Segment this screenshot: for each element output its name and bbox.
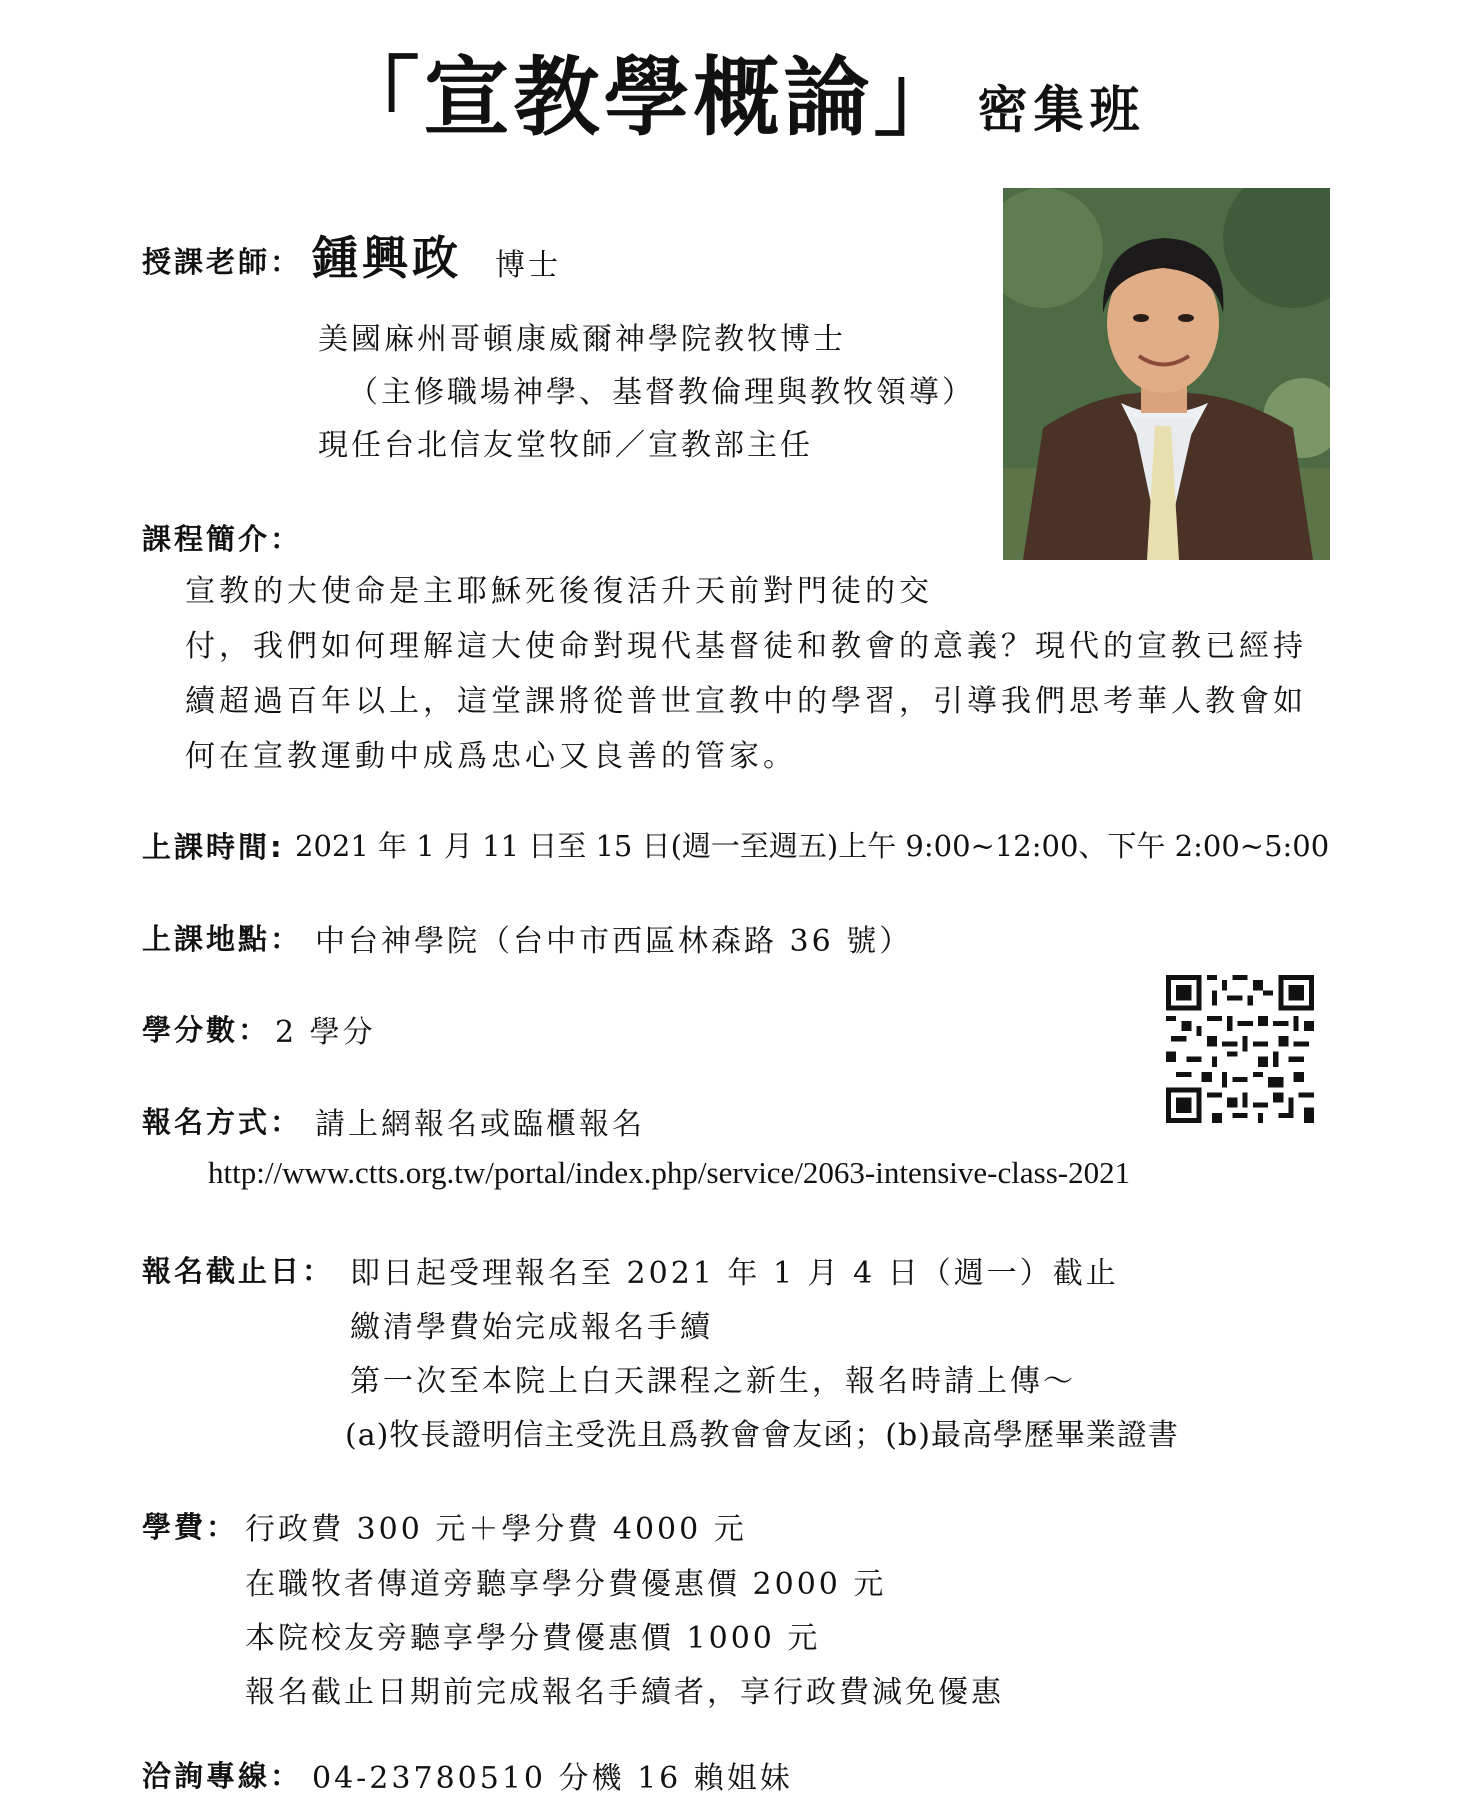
deadline-line: (a)牧長證明信主受洗且爲教會會友函；(b)最高學歷畢業證書 (345, 1418, 1179, 1453)
deadline-label: 報名截止日： (142, 1254, 335, 1288)
fees-line: 本院校友旁聽享學分費優惠價 1000 元 (245, 1621, 821, 1656)
schedule-value: 2021 年 1 月 11 日至 15 日(週一至週五)上午 9:00~12:00、下午 2:00~5:00 (295, 829, 1330, 863)
deadline-line: 即日起受理報名至 2021 年 1 月 4 日（週一）截止 (350, 1256, 1119, 1291)
schedule-label: 上課時間: (142, 830, 285, 864)
teacher-bio-line: 現任台北信友堂牧師／宣教部主任 (318, 428, 813, 463)
teacher-label: 授課老師： (142, 245, 303, 279)
teacher-bio-line: （主修職場神學、基督教倫理與教牧領導） (348, 375, 975, 410)
teacher-degree: 博士 (495, 248, 561, 283)
contact-value: 04-23780510 分機 16 賴姐妹 (312, 1761, 793, 1796)
credits-label: 學分數： (142, 1013, 271, 1047)
teacher-photo (1003, 188, 1330, 560)
intro-line: 宣教的大使命是主耶穌死後復活升天前對門徒的交 (185, 574, 933, 609)
fees-line: 行政費 300 元＋學分費 4000 元 (245, 1512, 747, 1547)
intro-label: 課程簡介： (142, 522, 303, 556)
registration-label: 報名方式： (142, 1105, 303, 1139)
page-title (0, 28, 1479, 152)
contact-label: 洽詢專線： (142, 1759, 303, 1793)
fees-line: 報名截止日期前完成報名手續者，享行政費減免優惠 (245, 1675, 1004, 1710)
teacher-name: 鍾興政 (312, 231, 462, 285)
credits-value: 2 學分 (275, 1015, 376, 1050)
intro-line: 何在宣教運動中成爲忠心又良善的管家。 (185, 739, 797, 774)
teacher-bio-line: 美國麻州哥頓康威爾神學院教牧博士 (318, 322, 846, 357)
intro-text (185, 564, 1335, 784)
registration-link[interactable]: http://www.ctts.org.tw/portal/index.php/service/2063-intensive-class-2021 (208, 1155, 1131, 1190)
registration-value: 請上網報名或臨櫃報名 (315, 1107, 645, 1142)
fees-line: 在職牧者傳道旁聽享學分費優惠價 2000 元 (245, 1567, 887, 1602)
title-suffix: 密集班 (977, 81, 1146, 139)
location-value: 中台神學院（台中市西區林森路 36 號） (315, 924, 913, 959)
qr-code-graphic (1166, 975, 1314, 1123)
intro-line: 付，我們如何理解這大使命對現代基督徒和教會的意義？現代的宣教已經持 (185, 629, 1307, 664)
qr-code-icon[interactable] (1166, 975, 1314, 1123)
fees-label: 學費： (142, 1510, 239, 1544)
deadline-line: 第一次至本院上白天課程之新生，報名時請上傳～ (350, 1364, 1076, 1399)
teacher-portrait-image (1003, 188, 1330, 560)
deadline-line: 繳清學費始完成報名手續 (350, 1310, 713, 1345)
location-label: 上課地點： (142, 922, 303, 956)
title-main: 「宣教學概論」 (333, 48, 964, 148)
intro-line: 續超過百年以上，這堂課將從普世宣教中的學習，引導我們思考華人教會如 (185, 684, 1307, 719)
